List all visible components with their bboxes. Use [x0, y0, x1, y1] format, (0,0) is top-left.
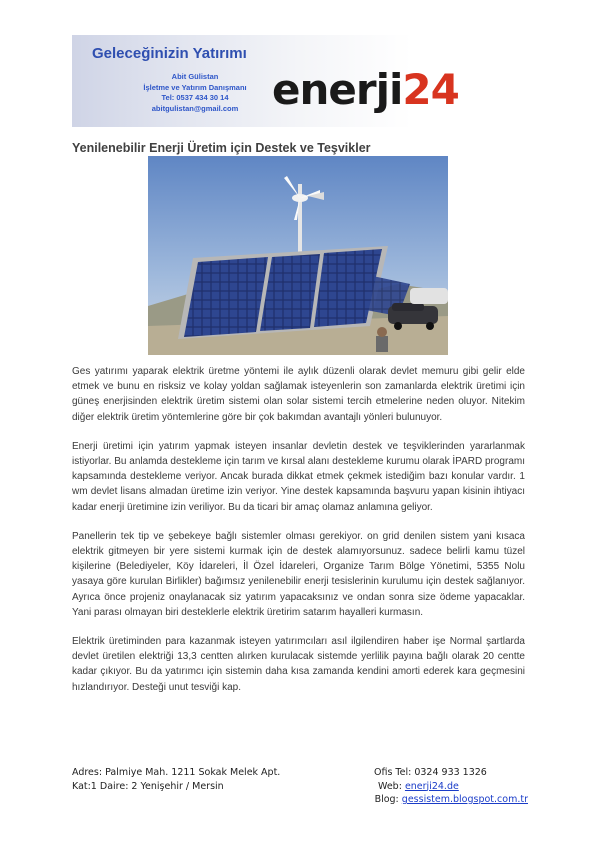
footer [72, 766, 528, 807]
blog-label: Blog: [374, 794, 402, 805]
contact-role: İşletme ve Yatırım Danışmanı [143, 82, 247, 92]
footer-row-2 [72, 780, 528, 794]
blog-entry [375, 793, 528, 807]
banner-title: Geleceğinizin Yatırımı [92, 45, 247, 62]
enerji24-logo [272, 65, 459, 114]
paragraph-3: Panellerin tek tip ve şebekeye bağlı sistemler olması gerekiyor. on grid denilen sistem yani kısaca elektrik gitmeyen bir yere sistemi kurmak için de destek alamıyorsunuz. sadece belirli kamu tüzel kişilerine (Belediyeler, Köy İdareleri, İl Özel İdareleri, Organize Tarım Bölge Yönetimi, 5355 Nolu yasaya göre kurulan Birlikler) bağımsız yenilenebilir enerji tesislerinin kurulumu için destek sağlanıyor. Ayrıca önce projeniz onaylanacak siz yatırım yapacaksınız ve ondan sonra size ödeme yapacaklar. Yani parası olmayan biri desteklerle elektrik üretirim satarım hayalleri kurmasın. [72, 530, 525, 618]
solar-panel-photo [148, 156, 448, 355]
address-line-2: Kat:1 Daire: 2 Yenişehir / Mersin [72, 780, 224, 792]
contact-name: Abit Gülistan [171, 72, 219, 81]
logo-number: 24 [402, 65, 459, 114]
footer-row-3 [72, 793, 528, 807]
article-body [72, 364, 525, 709]
solar-wind-illustration [148, 156, 448, 355]
article-title: Yenilenebilir Enerji Üretim için Destek ve Teşvikler [72, 141, 371, 155]
blog-link[interactable]: gessistem.blogspot.com.tr [401, 794, 528, 805]
paragraph-1: Ges yatırımı yaparak elektrik üretme yöntemi ile aylık düzenli olarak devlet memuru gibi gelir elde etmek ve bunu en risksiz ve kolay yoldan sağlamak isteyenlerin son zamanlarda elektrik üretimi için güneş enerjisinden elektrik üretim sistemi olan solar sistemi tercih etmelerine neden oluyor. Nitekim diğer elektrik üretim yöntemlerine göre bir çok bakımdan avantajlı yönleri bulunuyor. [72, 366, 525, 423]
paragraph-2: Enerji üretimi için yatırım yapmak isteyen insanlar devletin destek ve teşviklerinden yararlanmak istiyorlar. Bu anlamda destekleme için tarım ve kırsal alanı destekleme kurumu olarak İPARD programı kapsamında destekleme veriyor. Ancak burada dikkat etmek çekmek istediğim bazı konular vardır. 1 wm devlet lisans almadan üretime izin veriyor. Yine destek kapsamında başvuru yapan kisinin ihtiyacı kadar enerji üretimine izin veriliyor. Bu da ticari bir amaç olamaz anlamına geliyor. [72, 440, 525, 513]
web-label: Web: [378, 780, 405, 792]
header-banner [72, 35, 526, 127]
contact-phone: Tel: 0537 434 30 14 [161, 93, 229, 102]
paragraph-4: Elektrik üretiminden para kazanmak isteyen yatırımcıları asıl ilgilendiren haber işe Normal şartlarda devlet üretilen elektriği 13,3 centten alırken kurulacak sistemde yerlilik payına bağlı olarak 20 centte kadar çıkıyor. Bu da yatırımcı için sistemin daha kısa zamanda kendini amorti ederek kara geçmesini hızlandırıyor. Desteği unut tesviği kap. [72, 636, 525, 693]
web-link[interactable]: enerji24.de [404, 780, 459, 792]
contact-email[interactable]: abitgulistan@gmail.com [151, 103, 239, 113]
web-entry [378, 780, 459, 794]
office-phone: Ofis Tel: 0324 933 1326 [374, 767, 487, 778]
logo-text: enerji [272, 65, 403, 114]
footer-row-1 [72, 766, 528, 780]
address-line-1: Adres: Palmiye Mah. 1211 Sokak Melek Apt. [72, 767, 281, 778]
contact-card [90, 72, 300, 114]
